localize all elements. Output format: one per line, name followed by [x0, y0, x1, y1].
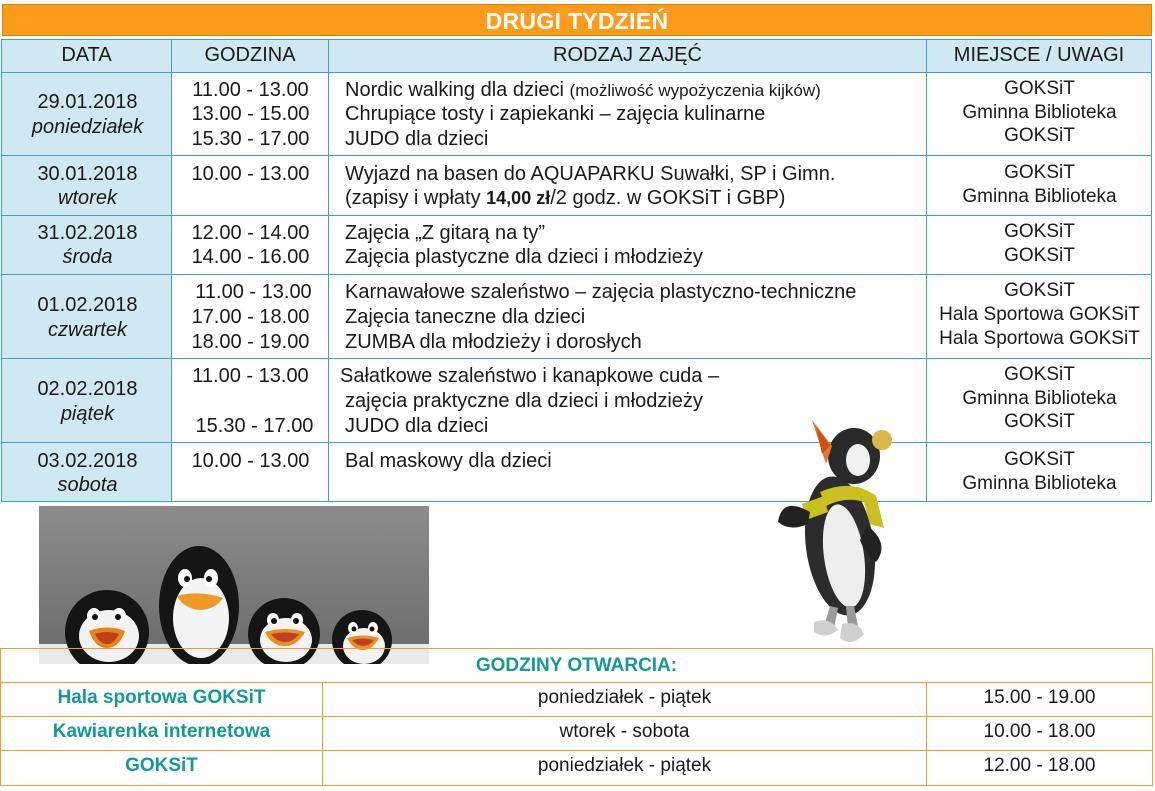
activity-note: (możliwość wypożyczenia kijków): [569, 81, 821, 100]
header-miejsce-uwagi: MIEJSCE / UWAGI: [927, 39, 1152, 73]
place: GOKSiT: [1004, 411, 1075, 432]
hours-cell: [172, 442, 329, 502]
header-rodzaj-zajec: RODZAJ ZAJĘĆ: [329, 39, 927, 73]
open-days: poniedziałek - piątek: [323, 750, 927, 786]
hour: 10.00 - 13.00: [191, 163, 310, 185]
place-cell: [927, 215, 1152, 275]
weekday: środa: [62, 246, 113, 268]
place-cell: [927, 72, 1152, 156]
place-cell: [927, 442, 1152, 502]
activity: Zajęcia taneczne dla dzieci: [345, 306, 586, 328]
table-header-row: [1, 39, 1152, 73]
place: GOKSiT: [1004, 162, 1075, 183]
place: GOKSiT: [1004, 78, 1075, 99]
hour: 15.30 - 17.00: [195, 415, 314, 437]
title-bar: [2, 4, 1152, 36]
activity-text: (zapisy i wpłaty: [345, 187, 487, 209]
hour: 18.00 - 19.00: [191, 331, 310, 353]
place: GOKSiT: [1004, 280, 1075, 301]
activity-cell: [329, 274, 927, 359]
hour: 11.00 - 13.00: [192, 365, 309, 387]
activity: Sałatkowe szaleństwo i kanapkowe cuda –: [340, 365, 720, 387]
table-row: [0, 750, 1153, 786]
activity: Zajęcia plastyczne dla dzieci i młodzieży: [345, 246, 703, 268]
place: GOKSiT: [1004, 364, 1075, 385]
hour: 15.30 - 17.00: [191, 128, 310, 150]
place: Gminna Biblioteka: [962, 388, 1117, 409]
table-row: [0, 682, 1153, 717]
open-days: wtorek - sobota: [323, 716, 927, 751]
weekday: piątek: [60, 403, 115, 425]
hours-cell: [172, 72, 329, 156]
price: 14,00 zł: [486, 188, 551, 208]
header-data: DATA: [1, 39, 172, 73]
weekday: czwartek: [48, 319, 127, 341]
date: 01.02.2018: [37, 294, 138, 316]
activity: JUDO dla dzieci: [345, 415, 489, 437]
hours-cell: [172, 358, 329, 443]
venue: GOKSiT: [0, 750, 323, 786]
dancing-penguin-illustration: [772, 416, 900, 652]
activity: Chrupiące tosty i zapiekanki – zajęcia kulinarne: [345, 103, 766, 125]
place-cell: [927, 155, 1152, 216]
date: 03.02.2018: [37, 450, 138, 472]
table-row: [1, 72, 1152, 156]
activity: Karnawałowe szaleństwo – zajęcia plastyczno-techniczne: [345, 281, 857, 303]
activity-cell: [329, 72, 927, 156]
weekday: poniedziałek: [31, 116, 144, 138]
place: Hala Sportowa GOKSiT: [939, 328, 1140, 349]
weekday: sobota: [57, 474, 118, 496]
activity-main: Nordic walking dla dzieci: [345, 79, 570, 101]
hour: 17.00 - 18.00: [191, 306, 310, 328]
activity: Wyjazd na basen do AQUAPARKU Suwałki, SP i Gimn.: [345, 163, 836, 185]
venue: Hala sportowa GOKSiT: [0, 682, 323, 717]
date-cell: [1, 215, 172, 275]
date: 31.02.2018: [37, 222, 138, 244]
table-row: [1, 442, 1152, 502]
hours-cell: [172, 274, 329, 359]
activity: ZUMBA dla młodzieży i dorosłych: [345, 331, 642, 353]
hour: 10.00 - 13.00: [191, 450, 310, 472]
dancing-penguin-image: [772, 416, 900, 652]
hour: 11.00 - 13.00: [192, 79, 309, 101]
hour: 11.00 - 13.00: [195, 281, 312, 303]
date-cell: [1, 358, 172, 443]
date: 29.01.2018: [37, 91, 138, 113]
date: 02.02.2018: [37, 378, 138, 400]
place: GOKSiT: [1004, 245, 1075, 266]
opening-hours-title: GODZINY OTWARCIA:: [0, 648, 1153, 683]
date-cell: [1, 274, 172, 359]
hour: 12.00 - 14.00: [191, 222, 310, 244]
activity-cell: [329, 215, 927, 275]
table-row: [1, 274, 1152, 359]
open-hours: 12.00 - 18.00: [927, 750, 1153, 786]
activity-text: /2 godz. w GOKSiT i GBP): [550, 187, 786, 209]
place: Gminna Biblioteka: [962, 473, 1117, 494]
open-hours: 15.00 - 19.00: [927, 682, 1153, 717]
place: GOKSiT: [1004, 449, 1075, 470]
hours-cell: [172, 155, 329, 216]
table-row: [0, 716, 1153, 751]
place: Gminna Biblioteka: [962, 102, 1117, 123]
place-cell: [927, 274, 1152, 359]
place: Hala Sportowa GOKSiT: [939, 304, 1140, 325]
penguin-2: [159, 546, 239, 664]
page-title: DRUGI TYDZIEŃ: [485, 8, 669, 34]
hour: 14.00 - 16.00: [191, 246, 310, 268]
date-cell: [1, 72, 172, 156]
place: GOKSiT: [1004, 125, 1075, 146]
open-hours: 10.00 - 18.00: [927, 716, 1153, 751]
hour: 13.00 - 15.00: [191, 103, 310, 125]
activity-cell: [329, 155, 927, 216]
table-row: [1, 358, 1152, 443]
weekday: wtorek: [58, 187, 117, 209]
activity: zajęcia praktyczne dla dzieci i młodzieży: [345, 390, 703, 412]
hours-cell: [172, 215, 329, 275]
place-cell: [927, 358, 1152, 443]
activity: [345, 188, 785, 208]
date: 30.01.2018: [37, 163, 138, 185]
activity: [345, 80, 821, 101]
place: Gminna Biblioteka: [962, 186, 1117, 207]
table-row: [1, 215, 1152, 275]
activity: JUDO dla dzieci: [345, 128, 489, 150]
activity: Zajęcia „Z gitarą na ty”: [345, 222, 546, 244]
date-cell: [1, 442, 172, 502]
penguin-group-illustration: [39, 506, 429, 664]
open-days: poniedziałek - piątek: [323, 682, 927, 717]
header-godzina: GODZINA: [172, 39, 329, 73]
activity: Bal maskowy dla dzieci: [345, 450, 552, 472]
date-cell: [1, 155, 172, 216]
table-row: [1, 155, 1152, 216]
venue: Kawiarenka internetowa: [0, 716, 323, 751]
place: GOKSiT: [1004, 221, 1075, 242]
penguin-group-image: [39, 506, 429, 664]
